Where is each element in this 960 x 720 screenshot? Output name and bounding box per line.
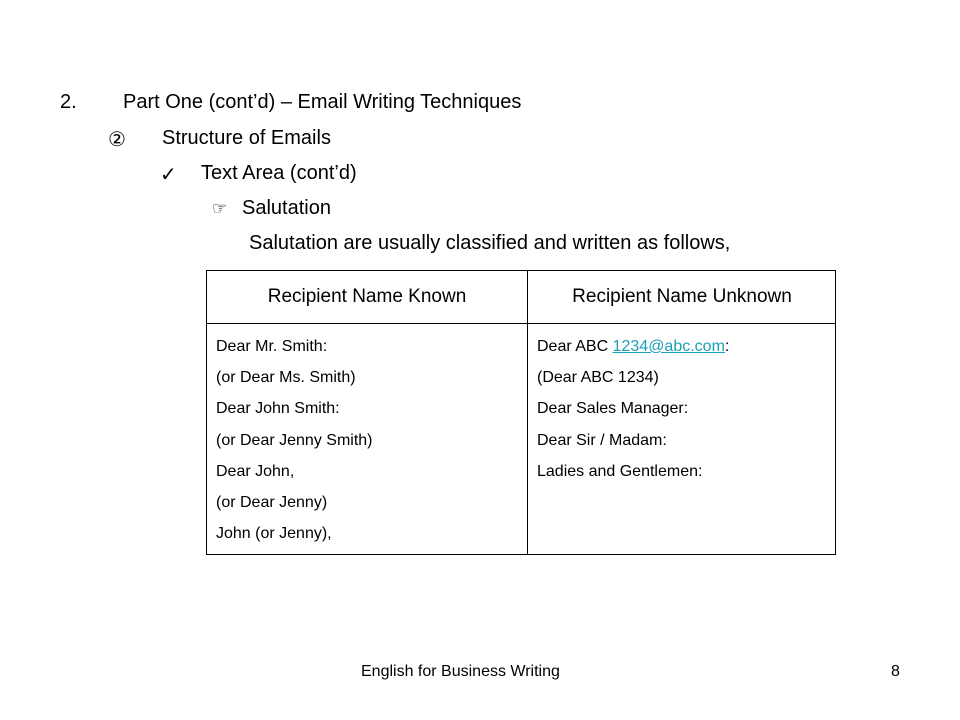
unknown-line: Dear Sir / Madam: [537,431,667,449]
heading-number: 2. [60,91,77,113]
unknown-line: (Dear ABC 1234) [537,369,659,387]
text-area-heading: Text Area (cont’d) [201,162,357,184]
heading-text: Part One (cont’d) – Email Writing Techniques [123,91,522,113]
unknown-line-email [537,331,729,362]
checkmark-icon: ✓ [160,164,177,186]
column-divider [527,271,528,554]
known-line: Dear John Smith: [216,400,340,418]
salutation-table [206,270,836,555]
circled-two-marker: ② [108,129,126,151]
header-known: Recipient Name Known [267,286,467,307]
known-line: (or Dear Jenny Smith) [216,431,373,449]
unknown-column [537,331,729,487]
known-line: John (or Jenny), [216,525,332,543]
unknown-line: Ladies and Gentlemen: [537,462,703,480]
footer-title: English for Business Writing [361,663,560,680]
email-prefix: Dear ABC [537,338,613,355]
intro-sentence: Salutation are usually classified and written as follows, [249,232,731,254]
page-number: 8 [891,663,900,680]
known-line: Dear Mr. Smith: [216,338,328,355]
known-line: (or Dear Ms. Smith) [216,369,356,387]
known-line: Dear John, [216,462,295,480]
known-line: (or Dear Jenny) [216,494,328,512]
salutation-heading: Salutation [242,197,331,219]
unknown-line: Dear Sales Manager: [537,400,689,418]
email-link[interactable]: 1234@abc.com [612,338,725,355]
header-unknown: Recipient Name Unknown [572,286,792,307]
known-column [216,331,373,549]
structure-heading: Structure of Emails [162,127,331,149]
pointing-hand-icon: ☞ [212,199,228,218]
email-suffix: : [724,338,730,355]
